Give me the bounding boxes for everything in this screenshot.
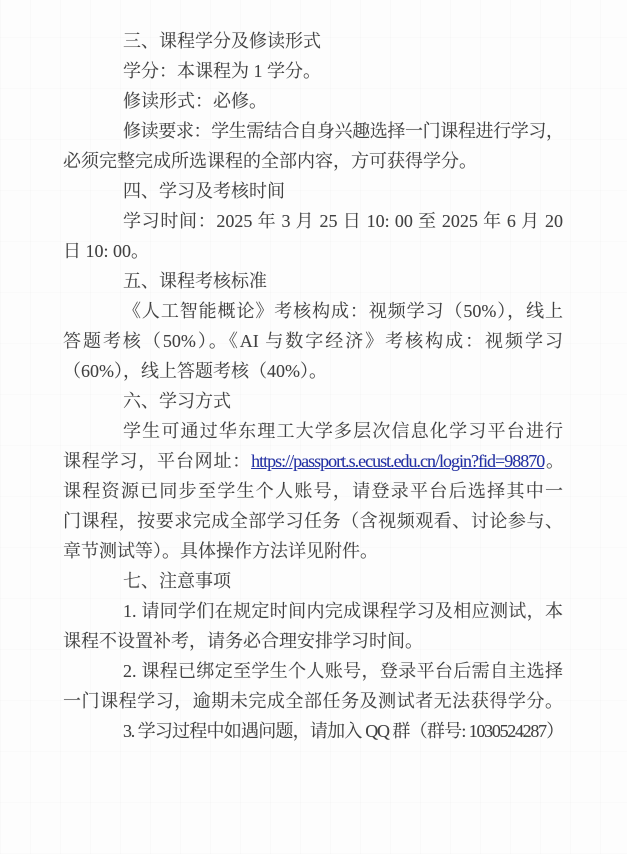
section-heading-5: 五、课程考核标准 [123,271,267,291]
text-line: 《人工智能概论》考核构成：视频学习（50%），线上 [123,301,563,321]
platform-link[interactable]: https://passport.s.ecust.edu.cn/login?fid=98870 [251,451,545,471]
section-heading-4: 四、学习及考核时间 [123,181,285,201]
text-line: 学分：本课程为 1 学分。 [123,61,321,81]
section-heading-6: 六、学习方式 [123,391,231,411]
text-line: 2. 课程已绑定至学生个人账号，登录平台后需自主选择 [123,661,563,681]
text-line: 章节测试等）。具体操作方法详见附件。 [63,541,378,561]
text-line: 学习时间：2025 年 3 月 25 日 10: 00 至 2025 年 6 月 20 [123,211,563,231]
text-segment: 。 [544,451,563,471]
text-line: 课程不设置补考，请务必合理安排学习时间。 [63,631,423,651]
document-body [63,26,563,746]
section-heading-3: 三、课程学分及修读形式 [123,31,321,51]
text-line: 1. 请同学们在规定时间内完成课程学习及相应测试，本 [123,601,563,621]
text-line: 课程资源已同步至学生个人账号，请登录平台后选择其中一 [63,481,563,501]
text-line: （60%），线上答题考核（40%）。 [63,361,327,381]
text-line-with-link [63,446,563,476]
text-line: 修读形式：必修。 [123,91,267,111]
text-line: 必须完整完成所选课程的全部内容，方可获得学分。 [63,151,477,171]
text-line: 学生可通过华东理工大学多层次信息化学习平台进行 [123,421,563,441]
text-line: 3. 学习过程中如遇问题，请加入 QQ 群（群号: 1030524287） [123,721,563,741]
text-line: 修读要求：学生需结合自身兴趣选择一门课程进行学习， [123,121,563,141]
text-line: 日 10: 00。 [63,241,150,261]
text-line: 门课程，按要求完成全部学习任务（含视频观看、讨论参与、 [63,511,563,531]
text-line: 答题考核（50%）。《AI 与数字经济》考核构成：视频学习 [63,331,563,351]
text-line: 一门课程学习，逾期未完成全部任务及测试者无法获得学分。 [63,691,563,711]
section-heading-7: 七、注意事项 [123,571,231,591]
text-segment: 课程学习，平台网址： [63,451,252,471]
